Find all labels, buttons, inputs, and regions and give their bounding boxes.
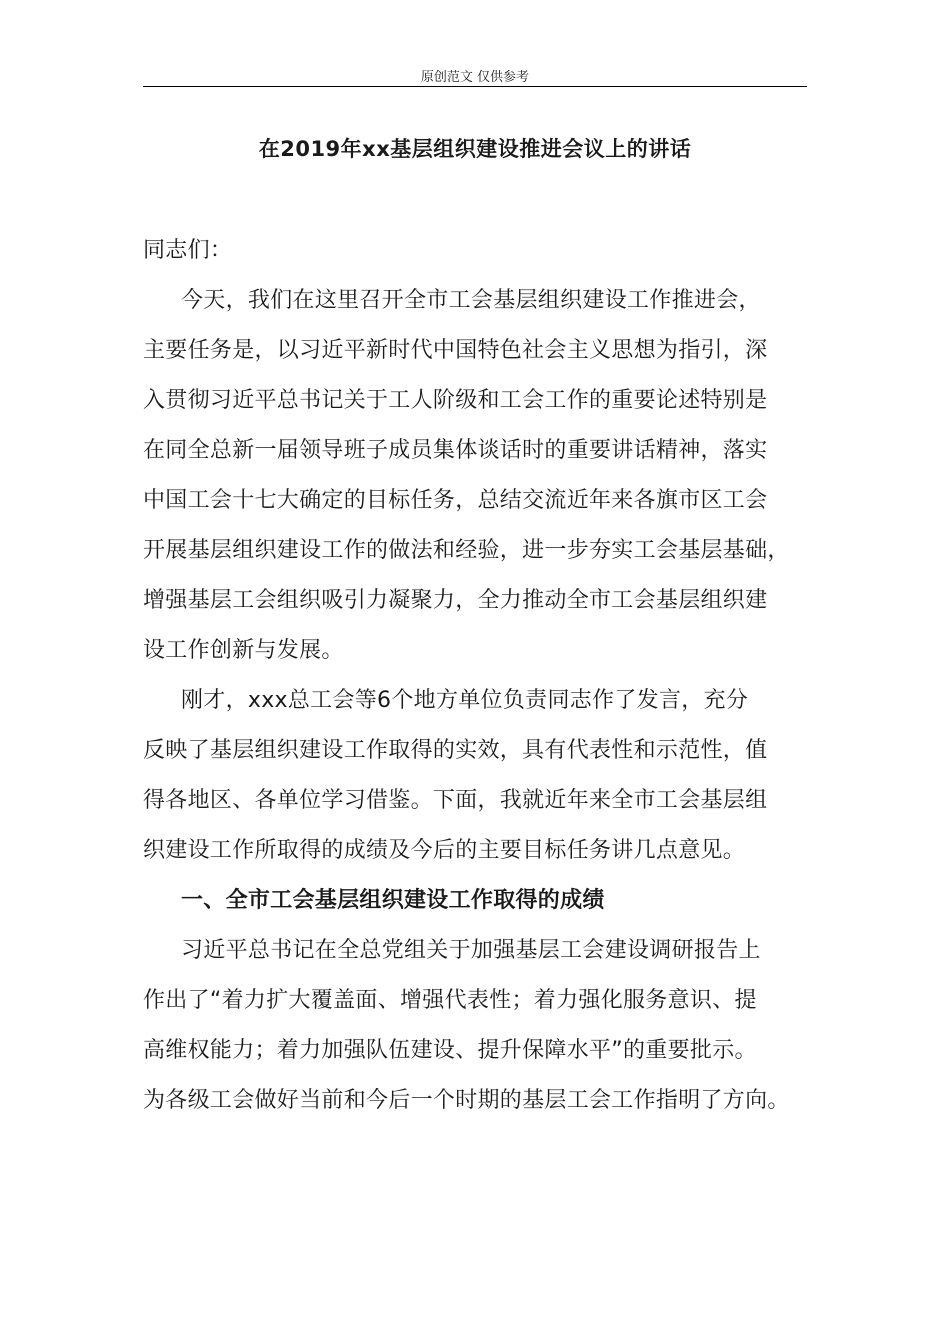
header-divider — [143, 86, 807, 87]
section-heading: 一、全市工会基层组织建设工作取得的成绩 — [181, 888, 605, 913]
body-text-line: 开展基层组织建设工作的做法和经验，进一步夯实工会基层基础， — [143, 538, 790, 563]
body-text-line: 刚才，xxx总工会等6个地方单位负责同志作了发言，充分 — [181, 688, 749, 713]
page-header-text: 原创范文 仅供参考 — [420, 70, 530, 85]
body-text-line: 在同全总新一届领导班子成员集体谈话时的重要讲话精神，落实 — [143, 438, 768, 463]
body-text-line: 增强基层工会组织吸引力凝聚力，全力推动全市工会基层组织建 — [143, 588, 768, 613]
body-text-line: 主要任务是，以习近平新时代中国特色社会主义思想为指引，深 — [143, 338, 768, 363]
document-title: 在2019年xx基层组织建设推进会议上的讲话 — [258, 137, 692, 161]
body-text-line: 中国工会十七大确定的目标任务，总结交流近年来各旗市区工会 — [143, 488, 768, 513]
body-text-line: 今天，我们在这里召开全市工会基层组织建设工作推进会， — [181, 288, 761, 313]
body-text-line: 织建设工作所取得的成绩及今后的主要目标任务讲几点意见。 — [143, 838, 746, 863]
body-text-line: 为各级工会做好当前和今后一个时期的基层工会工作指明了方向。 — [143, 1088, 790, 1113]
document-body — [143, 226, 819, 1126]
body-text-line: 高维权能力；着力加强队伍建设、提升保障水平”的重要批示。 — [143, 1038, 757, 1063]
body-text-line: 同志们： — [143, 238, 233, 263]
body-text-line: 作出了“着力扩大覆盖面、增强代表性；着力强化服务意识、提 — [143, 988, 757, 1013]
body-text-line: 反映了基层组织建设工作取得的实效，具有代表性和示范性，值 — [143, 738, 768, 763]
body-text-line: 入贯彻习近平总书记关于工人阶级和工会工作的重要论述特别是 — [143, 388, 768, 413]
body-text-line: 得各地区、各单位学习借鉴。下面，我就近年来全市工会基层组 — [143, 788, 768, 813]
body-text-line: 设工作创新与发展。 — [143, 638, 344, 663]
body-text-line: 习近平总书记在全总党组关于加强基层工会建设调研报告上 — [181, 938, 761, 963]
